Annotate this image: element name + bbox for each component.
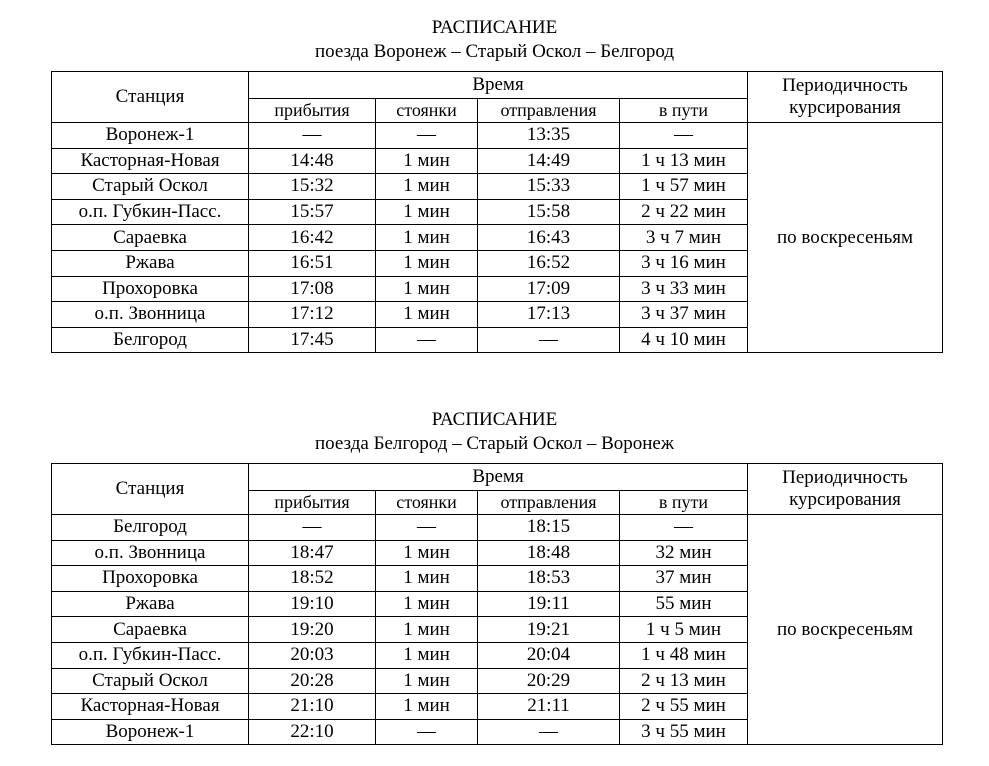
cell-arrival: 16:51	[249, 250, 376, 276]
cell-travel: —	[620, 123, 748, 149]
cell-travel: 1 ч 48 мин	[620, 642, 748, 668]
cell-stop: —	[376, 719, 478, 745]
cell-departure: 16:43	[478, 225, 620, 251]
cell-departure: 19:11	[478, 591, 620, 617]
cell-station: Касторная-Новая	[52, 148, 249, 174]
cell-arrival: 15:32	[249, 174, 376, 200]
cell-travel: —	[620, 515, 748, 541]
cell-stop: 1 мин	[376, 668, 478, 694]
cell-departure: 16:52	[478, 250, 620, 276]
cell-departure: 18:53	[478, 566, 620, 592]
cell-travel: 37 мин	[620, 566, 748, 592]
cell-arrival: 19:10	[249, 591, 376, 617]
cell-stop: 1 мин	[376, 174, 478, 200]
cell-stop: 1 мин	[376, 540, 478, 566]
header-periodicity-line1: Периодичность	[782, 467, 908, 488]
cell-arrival: 18:52	[249, 566, 376, 592]
cell-travel: 2 ч 22 мин	[620, 199, 748, 225]
cell-station: Ржава	[52, 250, 249, 276]
cell-station: Белгород	[52, 327, 249, 353]
cell-station: о.п. Губкин-Пасс.	[52, 642, 249, 668]
header-stop: стоянки	[376, 491, 478, 515]
cell-arrival: —	[249, 123, 376, 149]
header-station: Станция	[52, 464, 249, 515]
schedule-table	[51, 71, 943, 353]
cell-departure: —	[478, 327, 620, 353]
cell-arrival: 14:48	[249, 148, 376, 174]
cell-travel: 55 мин	[620, 591, 748, 617]
cell-departure: 21:11	[478, 694, 620, 720]
header-arrival: прибытия	[249, 99, 376, 123]
header-periodicity-line1: Периодичность	[782, 75, 908, 96]
timetable-subtitle: поезда Белгород – Старый Оскол – Воронеж	[315, 433, 674, 454]
cell-travel: 32 мин	[620, 540, 748, 566]
timetable-block	[0, 16, 989, 351]
cell-station: Прохоровка	[52, 566, 249, 592]
cell-station: Касторная-Новая	[52, 694, 249, 720]
cell-travel: 3 ч 55 мин	[620, 719, 748, 745]
cell-stop: 1 мин	[376, 694, 478, 720]
cell-stop: —	[376, 123, 478, 149]
cell-departure: 18:15	[478, 515, 620, 541]
cell-travel: 3 ч 16 мин	[620, 250, 748, 276]
cell-stop: 1 мин	[376, 199, 478, 225]
cell-departure: —	[478, 719, 620, 745]
cell-stop: 1 мин	[376, 591, 478, 617]
cell-stop: 1 мин	[376, 642, 478, 668]
cell-station: Сараевка	[52, 617, 249, 643]
cell-arrival: 17:12	[249, 302, 376, 328]
cell-station: Воронеж-1	[52, 123, 249, 149]
cell-station: Старый Оскол	[52, 668, 249, 694]
timetable-title: РАСПИСАНИЕ	[431, 17, 558, 38]
header-periodicity	[748, 464, 943, 515]
cell-travel: 3 ч 33 мин	[620, 276, 748, 302]
cell-station: о.п. Звонница	[52, 302, 249, 328]
schedule-table	[51, 463, 943, 745]
cell-departure: 14:49	[478, 148, 620, 174]
cell-station: Сараевка	[52, 225, 249, 251]
cell-station: о.п. Звонница	[52, 540, 249, 566]
header-periodicity	[748, 72, 943, 123]
cell-arrival: 17:08	[249, 276, 376, 302]
header-periodicity-line2: курсирования	[789, 97, 901, 118]
cell-departure: 19:21	[478, 617, 620, 643]
cell-departure: 20:04	[478, 642, 620, 668]
schedule-body	[52, 515, 943, 745]
header-periodicity-line2: курсирования	[789, 489, 901, 510]
cell-departure: 13:35	[478, 123, 620, 149]
cell-travel: 1 ч 57 мин	[620, 174, 748, 200]
timetable-block	[0, 408, 989, 743]
header-time: Время	[249, 464, 748, 491]
header-station: Станция	[52, 72, 249, 123]
cell-departure: 18:48	[478, 540, 620, 566]
timetable-subtitle: поезда Воронеж – Старый Оскол – Белгород	[315, 41, 674, 62]
cell-station: о.п. Губкин-Пасс.	[52, 199, 249, 225]
header-travel: в пути	[620, 491, 748, 515]
cell-departure: 20:29	[478, 668, 620, 694]
cell-station: Воронеж-1	[52, 719, 249, 745]
cell-stop: 1 мин	[376, 148, 478, 174]
cell-travel: 1 ч 13 мин	[620, 148, 748, 174]
cell-arrival: 15:57	[249, 199, 376, 225]
cell-departure: 15:33	[478, 174, 620, 200]
header-travel: в пути	[620, 99, 748, 123]
cell-stop: —	[376, 327, 478, 353]
header-departure: отправления	[478, 491, 620, 515]
cell-station: Ржава	[52, 591, 249, 617]
cell-arrival: 21:10	[249, 694, 376, 720]
schedule-body	[52, 123, 943, 353]
cell-arrival: —	[249, 515, 376, 541]
header-stop: стоянки	[376, 99, 478, 123]
cell-travel: 3 ч 7 мин	[620, 225, 748, 251]
cell-station: Белгород	[52, 515, 249, 541]
cell-arrival: 20:03	[249, 642, 376, 668]
cell-stop: 1 мин	[376, 250, 478, 276]
cell-arrival: 18:47	[249, 540, 376, 566]
cell-arrival: 17:45	[249, 327, 376, 353]
cell-stop: 1 мин	[376, 617, 478, 643]
cell-periodicity: по воскресеньям	[748, 515, 943, 745]
cell-departure: 17:13	[478, 302, 620, 328]
cell-travel: 4 ч 10 мин	[620, 327, 748, 353]
cell-stop: 1 мин	[376, 302, 478, 328]
cell-station: Прохоровка	[52, 276, 249, 302]
cell-departure: 15:58	[478, 199, 620, 225]
cell-stop: 1 мин	[376, 276, 478, 302]
cell-travel: 2 ч 55 мин	[620, 694, 748, 720]
cell-arrival: 19:20	[249, 617, 376, 643]
cell-travel: 1 ч 5 мин	[620, 617, 748, 643]
cell-travel: 2 ч 13 мин	[620, 668, 748, 694]
cell-arrival: 22:10	[249, 719, 376, 745]
header-arrival: прибытия	[249, 491, 376, 515]
cell-stop: 1 мин	[376, 566, 478, 592]
cell-arrival: 16:42	[249, 225, 376, 251]
cell-departure: 17:09	[478, 276, 620, 302]
cell-travel: 3 ч 37 мин	[620, 302, 748, 328]
cell-stop: —	[376, 515, 478, 541]
cell-periodicity: по воскресеньям	[748, 123, 943, 353]
table-row	[52, 123, 943, 149]
cell-station: Старый Оскол	[52, 174, 249, 200]
header-time: Время	[249, 72, 748, 99]
header-departure: отправления	[478, 99, 620, 123]
cell-arrival: 20:28	[249, 668, 376, 694]
timetable-title: РАСПИСАНИЕ	[431, 409, 558, 430]
table-row	[52, 515, 943, 541]
cell-stop: 1 мин	[376, 225, 478, 251]
